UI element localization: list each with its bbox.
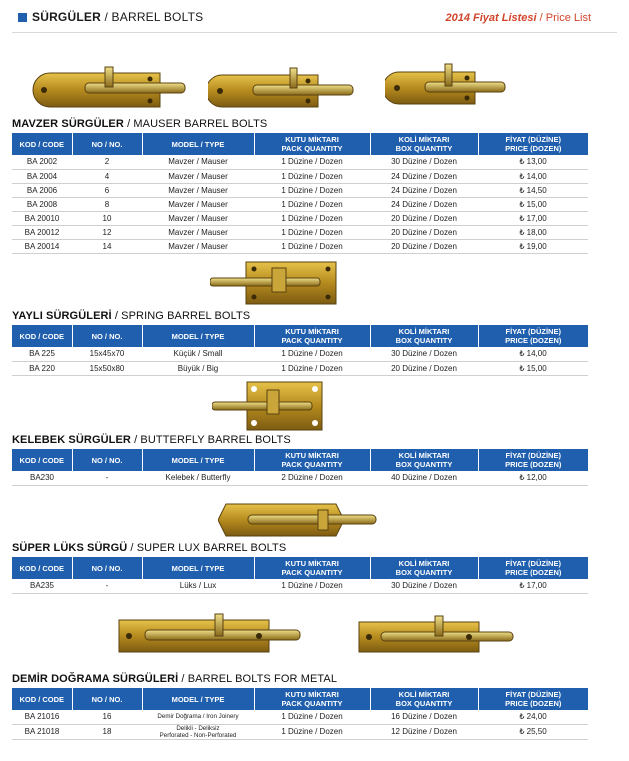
column-header-no	[72, 449, 142, 471]
column-header-label: PRICE (DOZEN)	[505, 460, 562, 469]
table-cell-pack-qty: 1 Düzine / Dozen	[254, 347, 370, 361]
section-title-super-lux: SÜPER LÜKS SÜRGÜ / SUPER LUX BARREL BOLTS	[12, 542, 287, 554]
column-header-label: MODEL / TYPE	[171, 563, 225, 573]
column-header-price	[478, 325, 588, 347]
table-row	[12, 579, 588, 593]
super-lux-bolt-image	[218, 500, 378, 540]
table-row	[12, 347, 588, 361]
column-header-no	[72, 325, 142, 347]
column-header-label: FİYAT (DÜZİNE)	[505, 327, 561, 336]
table-row	[12, 183, 588, 197]
table-cell-price: ₺ 14,50	[478, 183, 588, 197]
column-header-label: MODEL / TYPE	[171, 139, 225, 149]
column-header-label: KOD / CODE	[19, 139, 65, 149]
column-header-pack-qty	[254, 449, 370, 471]
column-header-code	[12, 557, 72, 579]
table-cell-code: BA 2002	[12, 155, 72, 169]
table-cell-model: Mavzer / Mauser	[142, 225, 254, 239]
table-row	[12, 197, 588, 211]
column-header-label: NO / NO.	[91, 455, 123, 465]
table-cell-code: BA 2006	[12, 183, 72, 197]
table-cell-code: BA 20010	[12, 211, 72, 225]
table-row	[12, 155, 588, 169]
column-header-no	[72, 557, 142, 579]
table-cell-pack-qty: 1 Düzine / Dozen	[254, 155, 370, 169]
table-row	[12, 710, 588, 724]
column-header-pack-qty	[254, 557, 370, 579]
section-title-mauser: MAVZER SÜRGÜLER / MAUSER BARREL BOLTS	[12, 118, 268, 130]
metal-bolt-image-1	[115, 612, 305, 657]
spring-bolt-image	[210, 258, 340, 308]
column-header-label: FİYAT (DÜZİNE)	[505, 451, 561, 460]
column-header-model	[142, 325, 254, 347]
table-cell-price: ₺ 15,00	[478, 361, 588, 375]
table-cell-no: 15x50x80	[72, 361, 142, 375]
table-cell-model: Küçük / Small	[142, 347, 254, 361]
column-header-label: KUTU MİKTARI	[285, 559, 339, 568]
page-title: SÜRGÜLER / BARREL BOLTS	[32, 10, 204, 24]
table-cell-model: Mavzer / Mauser	[142, 169, 254, 183]
table-cell-code: BA 20014	[12, 239, 72, 253]
mauser-bolt-image-3	[385, 60, 510, 110]
column-header-label: KOD / CODE	[19, 694, 65, 704]
column-header-box-qty	[370, 688, 478, 710]
table-cell-no: 15x45x70	[72, 347, 142, 361]
table-cell-model: Mavzer / Mauser	[142, 155, 254, 169]
column-header-model	[142, 557, 254, 579]
table-cell-model: Mavzer / Mauser	[142, 197, 254, 211]
column-header-no	[72, 688, 142, 710]
table-cell-box-qty: 24 Düzine / Dozen	[370, 169, 478, 183]
header-divider	[12, 32, 617, 33]
table-cell-model: Delikli - Deliksiz Perforated - Non-Perforated	[142, 724, 254, 739]
column-header-label: MODEL / TYPE	[171, 694, 225, 704]
table-cell-model: Mavzer / Mauser	[142, 183, 254, 197]
table-cell-code: BA235	[12, 579, 72, 593]
column-header-label: PRICE (DOZEN)	[505, 144, 562, 153]
column-header-label: KOD / CODE	[19, 563, 65, 573]
table-cell-box-qty: 24 Düzine / Dozen	[370, 183, 478, 197]
table-cell-price: ₺ 19,00	[478, 239, 588, 253]
column-header-box-qty	[370, 133, 478, 155]
column-header-label: KUTU MİKTARI	[285, 327, 339, 336]
column-header-label: PACK QUANTITY	[281, 568, 343, 577]
table-cell-box-qty: 30 Düzine / Dozen	[370, 347, 478, 361]
column-header-label: PRICE (DOZEN)	[505, 699, 562, 708]
table-cell-box-qty: 20 Düzine / Dozen	[370, 225, 478, 239]
column-header-label: BOX QUANTITY	[395, 460, 453, 469]
table-cell-model: Kelebek / Butterfly	[142, 471, 254, 485]
table-cell-code: BA 21018	[12, 724, 72, 739]
column-header-price	[478, 557, 588, 579]
mauser-bolt-image-1	[30, 65, 190, 115]
column-header-code	[12, 325, 72, 347]
table-cell-code: BA 2004	[12, 169, 72, 183]
table-cell-pack-qty: 1 Düzine / Dozen	[254, 225, 370, 239]
column-header-label: MODEL / TYPE	[171, 331, 225, 341]
column-header-label: PACK QUANTITY	[281, 336, 343, 345]
section-title-metal: DEMİR DOĞRAMA SÜRGÜLERİ / BARREL BOLTS FOR METAL	[12, 673, 338, 685]
table-header-row	[12, 133, 588, 155]
price-table-spring	[12, 325, 588, 376]
table-cell-pack-qty: 1 Düzine / Dozen	[254, 239, 370, 253]
table-cell-no: 14	[72, 239, 142, 253]
table-cell-code: BA230	[12, 471, 72, 485]
table-cell-pack-qty: 1 Düzine / Dozen	[254, 361, 370, 375]
table-row	[12, 724, 588, 739]
column-header-label: PACK QUANTITY	[281, 460, 343, 469]
table-cell-box-qty: 20 Düzine / Dozen	[370, 211, 478, 225]
table-cell-pack-qty: 1 Düzine / Dozen	[254, 197, 370, 211]
table-cell-pack-qty: 1 Düzine / Dozen	[254, 211, 370, 225]
table-cell-box-qty: 30 Düzine / Dozen	[370, 155, 478, 169]
table-cell-price: ₺ 24,00	[478, 710, 588, 724]
column-header-model	[142, 449, 254, 471]
table-cell-box-qty: 40 Düzine / Dozen	[370, 471, 478, 485]
metal-bolt-image-2	[355, 614, 517, 656]
column-header-label: KOLİ MİKTARI	[398, 690, 450, 699]
table-cell-no: -	[72, 471, 142, 485]
column-header-label: KOD / CODE	[19, 455, 65, 465]
table-cell-no: 6	[72, 183, 142, 197]
column-header-label: KUTU MİKTARI	[285, 451, 339, 460]
table-cell-pack-qty: 1 Düzine / Dozen	[254, 724, 370, 739]
section-title-spring: YAYLI SÜRGÜLERİ / SPRING BARREL BOLTS	[12, 310, 251, 322]
table-cell-no: 10	[72, 211, 142, 225]
table-cell-code: BA 220	[12, 361, 72, 375]
column-header-label: NO / NO.	[91, 563, 123, 573]
table-cell-no: 16	[72, 710, 142, 724]
table-cell-price: ₺ 18,00	[478, 225, 588, 239]
column-header-label: KUTU MİKTARI	[285, 690, 339, 699]
table-cell-code: BA 225	[12, 347, 72, 361]
table-cell-no: 2	[72, 155, 142, 169]
table-cell-price: ₺ 13,00	[478, 155, 588, 169]
column-header-label: NO / NO.	[91, 694, 123, 704]
column-header-label: NO / NO.	[91, 331, 123, 341]
table-cell-box-qty: 12 Düzine / Dozen	[370, 724, 478, 739]
table-cell-box-qty: 30 Düzine / Dozen	[370, 579, 478, 593]
table-cell-pack-qty: 1 Düzine / Dozen	[254, 169, 370, 183]
price-table-super-lux	[12, 557, 588, 594]
price-table-butterfly	[12, 449, 588, 486]
table-cell-price: ₺ 17,00	[478, 211, 588, 225]
column-header-label: MODEL / TYPE	[171, 455, 225, 465]
table-cell-no: 8	[72, 197, 142, 211]
column-header-pack-qty	[254, 688, 370, 710]
table-header-row	[12, 325, 588, 347]
column-header-label: BOX QUANTITY	[395, 144, 453, 153]
section-title-butterfly: KELEBEK SÜRGÜLER / BUTTERFLY BARREL BOLTS	[12, 434, 291, 446]
column-header-price	[478, 133, 588, 155]
column-header-box-qty	[370, 449, 478, 471]
column-header-box-qty	[370, 557, 478, 579]
column-header-label: PACK QUANTITY	[281, 144, 343, 153]
table-row	[12, 361, 588, 375]
table-row	[12, 471, 588, 485]
column-header-label: FİYAT (DÜZİNE)	[505, 559, 561, 568]
table-cell-pack-qty: 2 Düzine / Dozen	[254, 471, 370, 485]
header-marker	[18, 13, 27, 22]
table-cell-model: Büyük / Big	[142, 361, 254, 375]
mauser-bolt-image-2	[208, 65, 358, 115]
table-cell-price: ₺ 15,00	[478, 197, 588, 211]
column-header-no	[72, 133, 142, 155]
column-header-code	[12, 449, 72, 471]
column-header-label: KUTU MİKTARI	[285, 135, 339, 144]
table-header-row	[12, 557, 588, 579]
column-header-label: KOD / CODE	[19, 331, 65, 341]
table-cell-code: BA 21016	[12, 710, 72, 724]
table-cell-model: Mavzer / Mauser	[142, 211, 254, 225]
table-cell-pack-qty: 1 Düzine / Dozen	[254, 579, 370, 593]
table-cell-price: ₺ 12,00	[478, 471, 588, 485]
table-cell-price: ₺ 14,00	[478, 169, 588, 183]
table-row	[12, 225, 588, 239]
price-list-label: 2014 Fiyat Listesi / Price List	[445, 12, 591, 24]
column-header-price	[478, 688, 588, 710]
price-table-metal	[12, 688, 588, 740]
price-table-mauser	[12, 133, 588, 254]
table-cell-pack-qty: 1 Düzine / Dozen	[254, 710, 370, 724]
column-header-label: PRICE (DOZEN)	[505, 568, 562, 577]
column-header-code	[12, 688, 72, 710]
table-row	[12, 211, 588, 225]
column-header-label: BOX QUANTITY	[395, 568, 453, 577]
table-cell-code: BA 20012	[12, 225, 72, 239]
page-header	[0, 0, 629, 38]
table-header-row	[12, 449, 588, 471]
column-header-label: NO / NO.	[91, 139, 123, 149]
column-header-code	[12, 133, 72, 155]
column-header-label: PRICE (DOZEN)	[505, 336, 562, 345]
column-header-model	[142, 688, 254, 710]
table-cell-box-qty: 24 Düzine / Dozen	[370, 197, 478, 211]
table-cell-box-qty: 20 Düzine / Dozen	[370, 361, 478, 375]
butterfly-bolt-image	[212, 380, 324, 432]
column-header-label: KOLİ MİKTARI	[398, 327, 450, 336]
table-cell-pack-qty: 1 Düzine / Dozen	[254, 183, 370, 197]
column-header-label: FİYAT (DÜZİNE)	[505, 690, 561, 699]
table-cell-code: BA 2008	[12, 197, 72, 211]
column-header-label: FİYAT (DÜZİNE)	[505, 135, 561, 144]
table-cell-model: Demir Doğrama / Iron Joinery	[142, 710, 254, 724]
table-cell-box-qty: 20 Düzine / Dozen	[370, 239, 478, 253]
table-cell-no: 12	[72, 225, 142, 239]
column-header-pack-qty	[254, 325, 370, 347]
column-header-label: BOX QUANTITY	[395, 336, 453, 345]
table-cell-model: Mavzer / Mauser	[142, 239, 254, 253]
column-header-label: KOLİ MİKTARI	[398, 135, 450, 144]
column-header-price	[478, 449, 588, 471]
table-cell-no: 18	[72, 724, 142, 739]
table-cell-price: ₺ 17,00	[478, 579, 588, 593]
table-row	[12, 169, 588, 183]
column-header-label: PACK QUANTITY	[281, 699, 343, 708]
table-cell-no: -	[72, 579, 142, 593]
table-header-row	[12, 688, 588, 710]
table-row	[12, 239, 588, 253]
column-header-label: KOLİ MİKTARI	[398, 559, 450, 568]
table-cell-price: ₺ 25,50	[478, 724, 588, 739]
table-cell-price: ₺ 14,00	[478, 347, 588, 361]
column-header-model	[142, 133, 254, 155]
column-header-box-qty	[370, 325, 478, 347]
column-header-pack-qty	[254, 133, 370, 155]
column-header-label: KOLİ MİKTARI	[398, 451, 450, 460]
table-cell-model: Lüks / Lux	[142, 579, 254, 593]
table-cell-no: 4	[72, 169, 142, 183]
column-header-label: BOX QUANTITY	[395, 699, 453, 708]
table-cell-box-qty: 16 Düzine / Dozen	[370, 710, 478, 724]
